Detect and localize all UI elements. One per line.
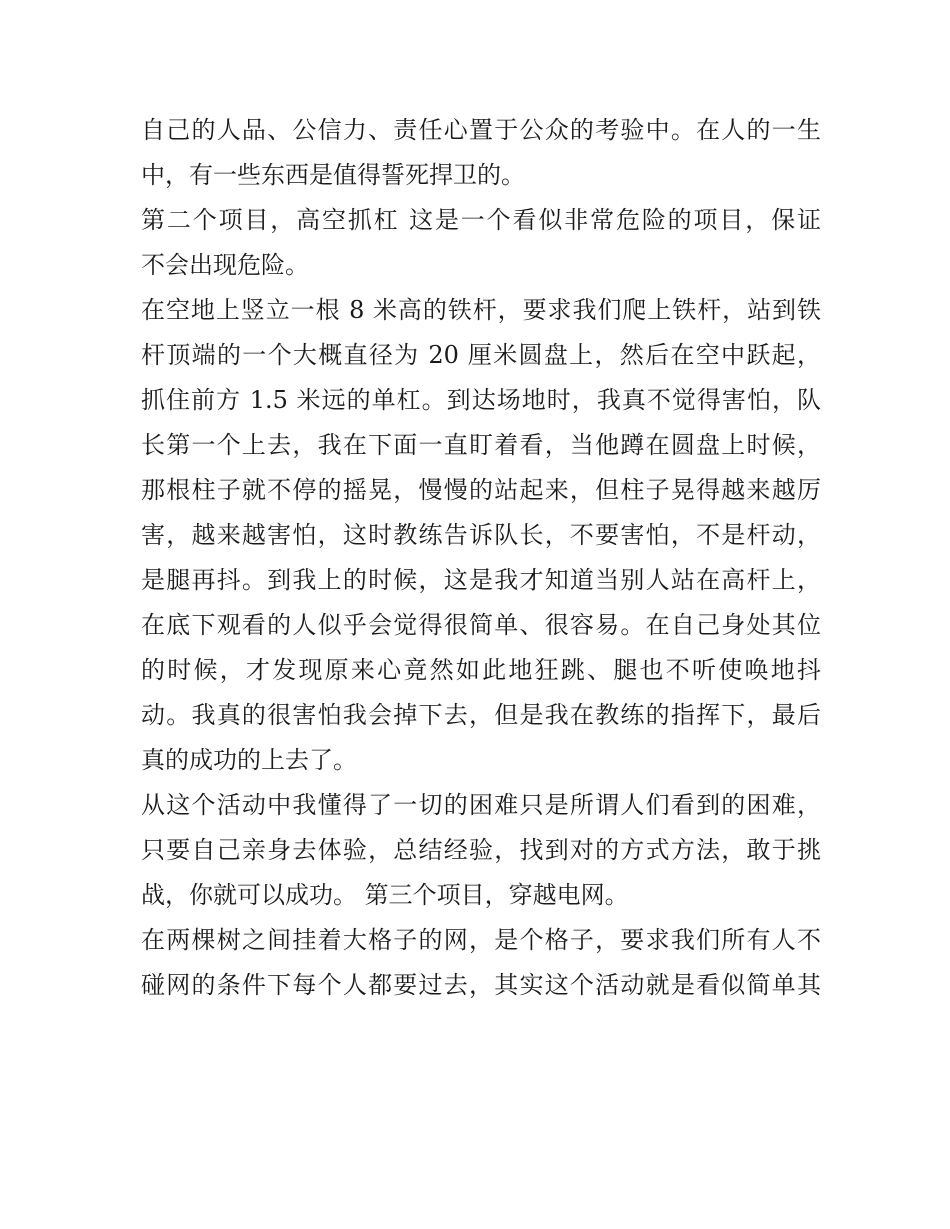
text-line: 杆顶端的一个大概直径为 20 厘米圆盘上，然后在空中跃起，	[141, 341, 821, 369]
text-line: 长第一个上去，我在下面一直盯着看，当他蹲在圆盘上时候，	[141, 431, 821, 459]
text-line: 抓住前方 1.5 米远的单杠。到达场地时，我真不觉得害怕，队	[141, 386, 821, 414]
text-line: 不会出现危险。	[141, 251, 309, 279]
text-line: 在空地上竖立一根 8 米高的铁杆，要求我们爬上铁杆，站到铁	[141, 296, 821, 324]
text-line: 那根柱子就不停的摇晃，慢慢的站起来，但柱子晃得越来越厉	[141, 476, 821, 504]
text-line: 自己的人品、公信力、责任心置于公众的考验中。在人的一生	[141, 116, 821, 144]
text-line: 真的成功的上去了。	[141, 746, 357, 774]
text-line: 第二个项目，高空抓杠 这是一个看似非常危险的项目，保证	[141, 206, 821, 234]
text-line: 战，你就可以成功。 第三个项目，穿越电网。	[141, 881, 629, 909]
text-line: 是腿再抖。到我上的时候，这是我才知道当别人站在高杆上，	[141, 566, 821, 594]
text-line: 在底下观看的人似乎会觉得很简单、很容易。在自己身处其位	[141, 611, 821, 639]
text-line: 动。我真的很害怕我会掉下去，但是我在教练的指挥下，最后	[141, 701, 821, 729]
text-line: 碰网的条件下每个人都要过去，其实这个活动就是看似简单其	[141, 971, 821, 999]
text-line: 只要自己亲身去体验，总结经验，找到对的方式方法，敢于挑	[141, 836, 821, 864]
text-line: 在两棵树之间挂着大格子的网，是个格子，要求我们所有人不	[141, 926, 821, 954]
text-line: 中，有一些东西是值得誓死捍卫的。	[141, 161, 525, 189]
text-line: 从这个活动中我懂得了一切的困难只是所谓人们看到的困难，	[141, 791, 821, 819]
text-line: 害，越来越害怕，这时教练告诉队长，不要害怕，不是杆动，	[141, 521, 821, 549]
text-line: 的时候，才发现原来心竟然如此地狂跳、腿也不听使唤地抖	[141, 656, 821, 684]
body-text	[141, 108, 821, 1008]
